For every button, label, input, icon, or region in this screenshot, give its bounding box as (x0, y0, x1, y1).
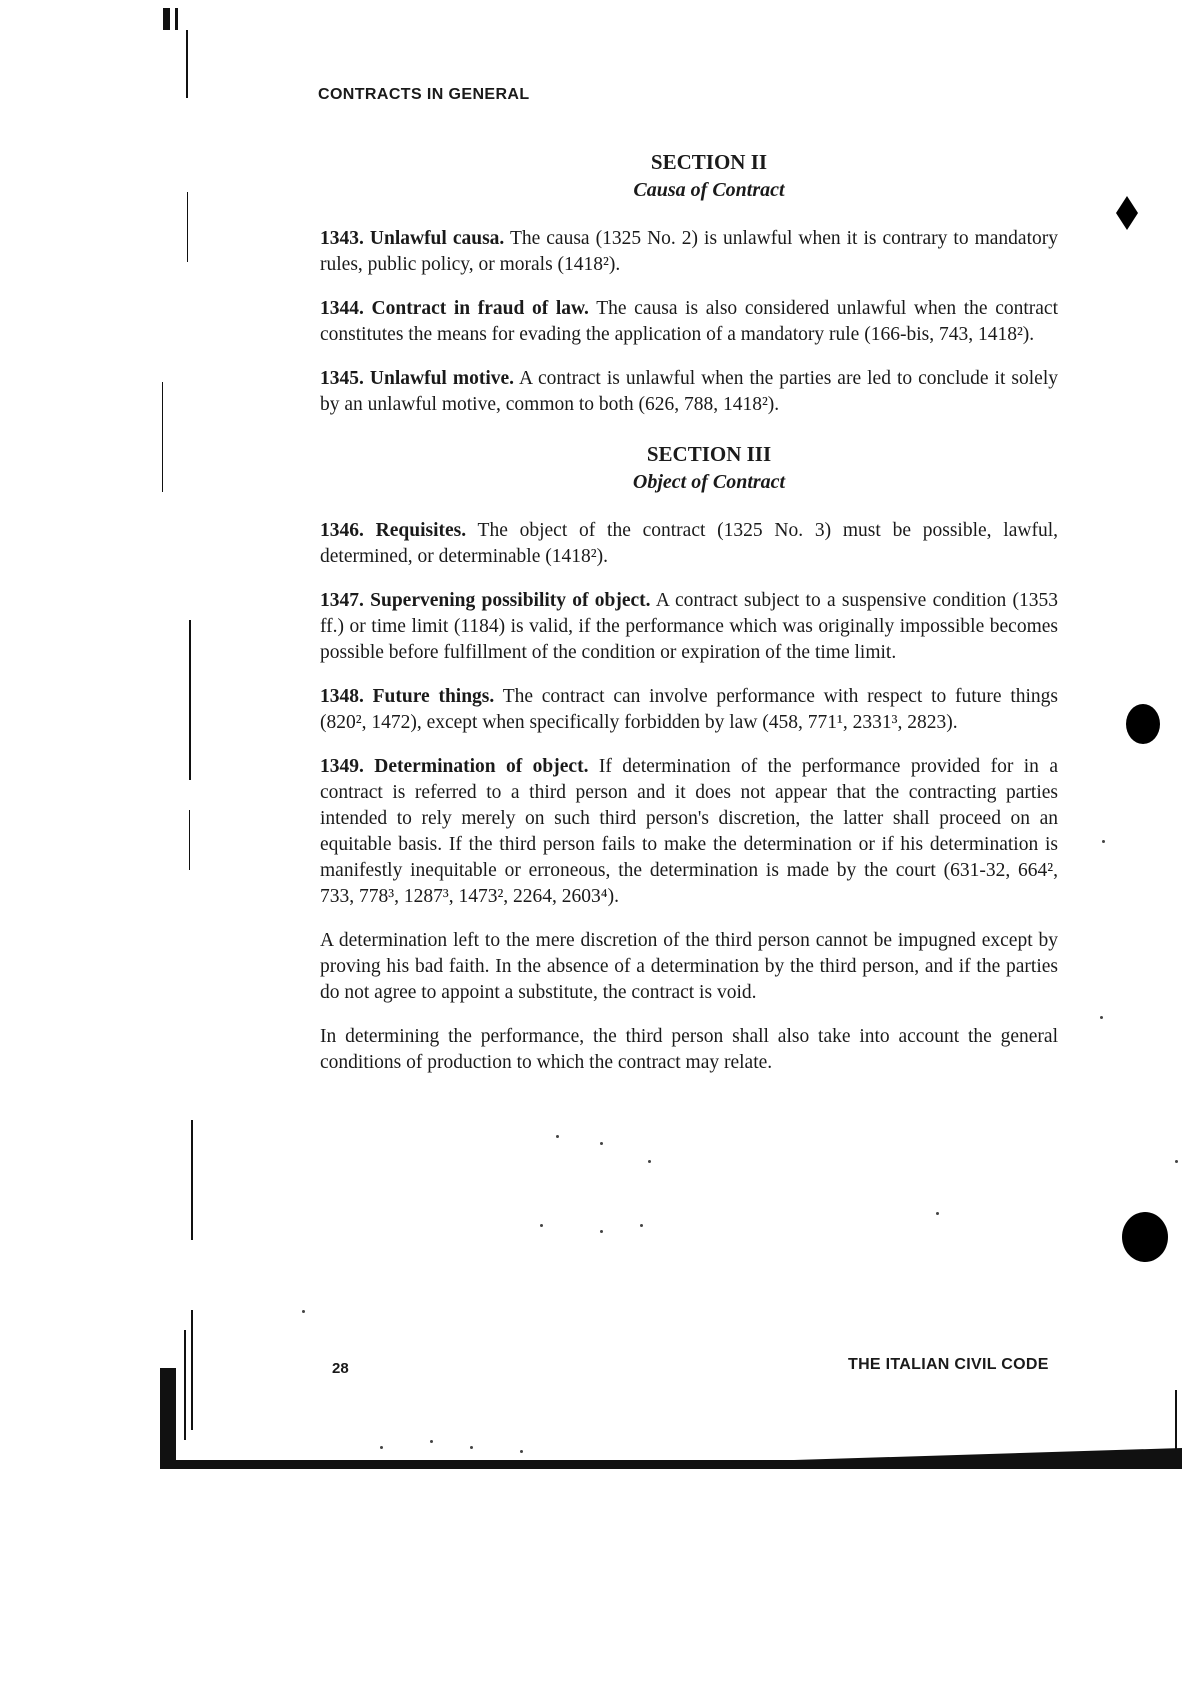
page-body (320, 148, 1058, 1094)
article-1346 (320, 518, 1058, 570)
article-number: 1349. (320, 756, 364, 777)
article-heading: Unlawful motive. (369, 368, 515, 389)
article-heading: Supervening possibility of object. (370, 590, 651, 611)
article-heading: Requisites. (375, 520, 467, 541)
article-heading: Determination of object. (374, 756, 589, 777)
scan-speck (1175, 1160, 1178, 1163)
section-subtitle: Causa of Contract (633, 179, 785, 201)
scan-speck (936, 1212, 939, 1215)
article-1349 (320, 754, 1058, 910)
section-subtitle: Object of Contract (632, 471, 786, 493)
article-text: If determination of the performance provided for in a contract is referred to a third person and it does not appear that the contracting parties intended to rely merely on such third person's discretion, the latter shall proceed on an equitable basis. If the third person fails to make the determination or if his determination is manifestly inequitable or erroneous, the determination is made by the court (631-32, 664², 733, 778³, 1287³, 1473², 2264, 2603⁴). (320, 756, 1058, 907)
scan-speck (540, 1224, 543, 1227)
scan-edge-line (191, 1120, 193, 1240)
scan-speck (302, 1310, 305, 1313)
article-number: 1346. (320, 520, 364, 541)
section-title: SECTION II (650, 150, 768, 174)
article-text: The causa is also considered unlawful when the contract constitutes the means for evading the application of a mandatory rule (166-bis, 743, 1418²). (320, 298, 1058, 345)
scan-mark (163, 8, 170, 30)
article-1348 (320, 684, 1058, 736)
running-foot: THE ITALIAN CIVIL CODE (848, 1356, 1049, 1373)
article-1345 (320, 366, 1058, 418)
scan-edge-line (162, 382, 163, 492)
scan-speck (648, 1160, 651, 1163)
scan-edge-line (184, 1330, 186, 1440)
page-number: 28 (332, 1360, 349, 1377)
scan-edge-line (191, 1310, 193, 1430)
scan-speck (640, 1224, 643, 1227)
article-number: 1347. (320, 590, 364, 611)
article-1349-paragraph-3: In determining the performance, the third person shall also take into account the general conditions of production to which the contract may relate. (320, 1026, 1058, 1073)
article-heading: Unlawful causa. (369, 228, 505, 249)
scan-edge-line (189, 620, 191, 780)
scan-speck (430, 1440, 433, 1443)
scan-speck (556, 1135, 559, 1138)
section-title: SECTION III (646, 442, 772, 466)
article-1349-paragraph-2: A determination left to the mere discretion of the third person cannot be impugned except by proving his bad faith. In the absence of a determination by the third person, and if the parties do not agree to appoint a substitute, the contract is void. (320, 930, 1058, 1003)
running-head: CONTRACTS IN GENERAL (318, 86, 530, 103)
scan-speck (600, 1230, 603, 1233)
article-text: A contract subject to a suspensive condition (1353 ff.) or time limit (1184) is valid, if the performance which was originally impossible becomes possible before fulfillment of the condition or expiration of the time limit. (320, 590, 1058, 663)
article-1343 (320, 226, 1058, 278)
punch-hole (1116, 196, 1138, 230)
scan-speck (470, 1446, 473, 1449)
scan-speck (1102, 840, 1105, 843)
punch-hole (1126, 704, 1160, 744)
article-number: 1345. (320, 368, 364, 389)
article-heading: Contract in fraud of law. (371, 298, 589, 319)
scan-edge-line (186, 30, 188, 98)
scan-speck (600, 1142, 603, 1145)
article-number: 1344. (320, 298, 364, 319)
section-heading (320, 148, 1058, 204)
article-text: A contract is unlawful when the parties are led to conclude it solely by an unlawful motive, common to both (626, 788, 1418²). (320, 368, 1058, 415)
scan-edge-line (1175, 1390, 1177, 1460)
article-text: The causa (1325 No. 2) is unlawful when it is contrary to mandatory rules, public policy, or morals (1418²). (320, 228, 1058, 275)
article-1344 (320, 296, 1058, 348)
article-heading: Future things. (372, 686, 495, 707)
scan-mark (175, 8, 178, 30)
article-text: The contract can involve performance with respect to future things (820², 1472), except when specifically forbidden by law (458, 771¹, 2331³, 2823). (320, 686, 1059, 733)
article-text: The object of the contract (1325 No. 3) must be possible, lawful, determined, or determinable (1418²). (320, 520, 1058, 567)
punch-hole (1122, 1212, 1168, 1262)
scan-speck (520, 1450, 523, 1453)
scan-shadow (160, 1368, 176, 1468)
scan-edge-line (187, 192, 188, 262)
scan-speck (380, 1446, 383, 1449)
article-number: 1348. (320, 686, 364, 707)
article-number: 1343. (320, 228, 364, 249)
scan-edge-line (189, 810, 190, 870)
section-heading (320, 440, 1058, 496)
scan-shadow (730, 1448, 1182, 1462)
article-1347 (320, 588, 1058, 666)
scan-speck (1100, 1016, 1103, 1019)
